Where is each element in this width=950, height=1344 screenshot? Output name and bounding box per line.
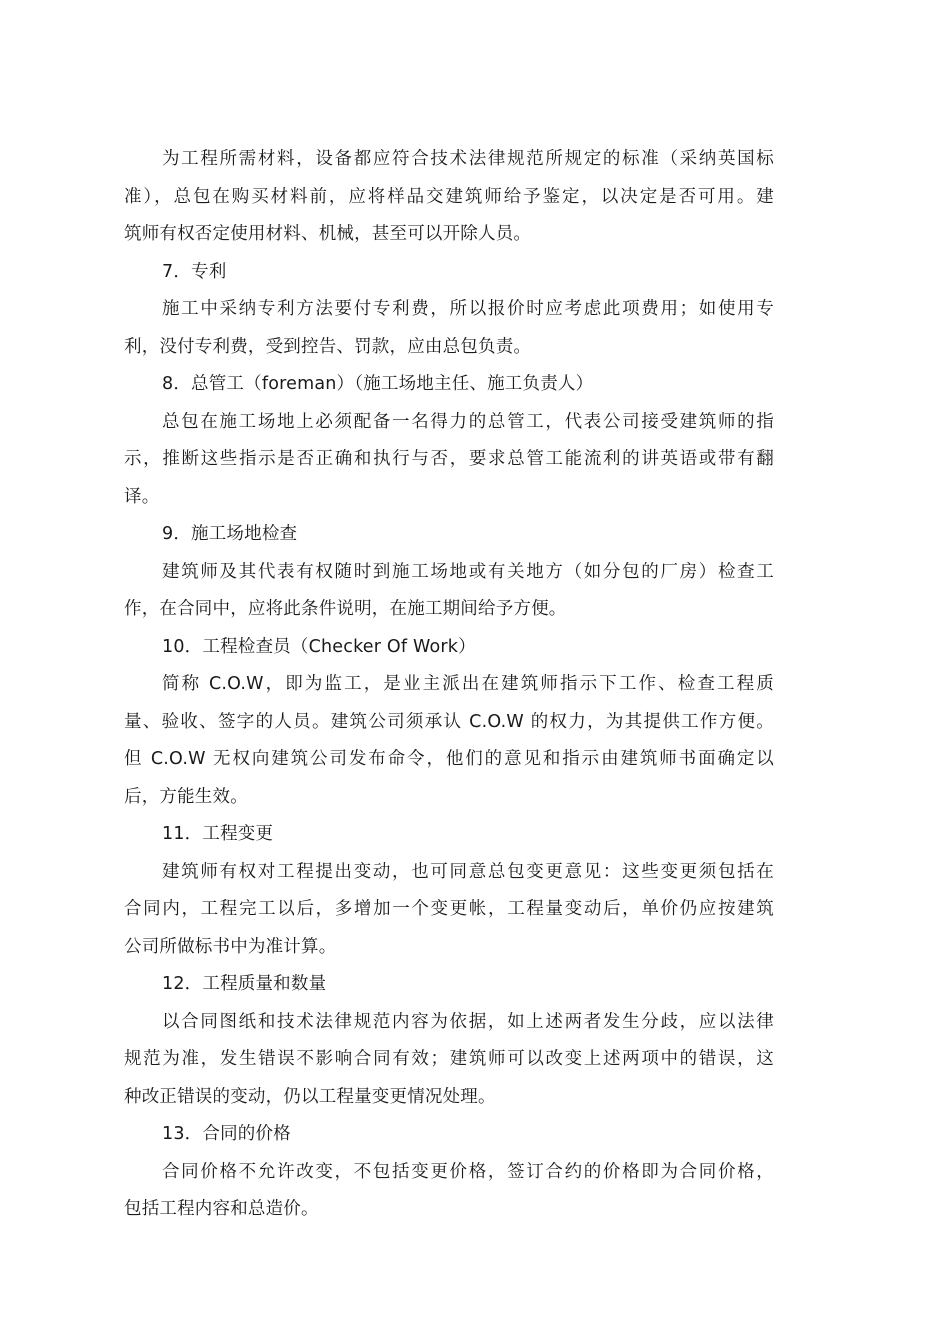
- section-heading: [124, 629, 774, 667]
- paragraph-line: 筑师有权否定使用材料、机械，甚至可以开除人员。: [124, 224, 532, 244]
- paragraph-line: 作，在合同中，应将此条件说明，在施工期间给予方便。: [124, 599, 567, 619]
- paragraph-line: 规范为准，发生错误不影响合同有效；建筑师可以改变上述两项中的错误，这: [124, 1049, 774, 1069]
- paragraph-line: 公司所做标书中为准计算。: [124, 936, 337, 957]
- heading-text: 10．工程检查员（Checker Of Work）: [162, 636, 476, 657]
- paragraph-line: 准），总包在购买材料前，应将样品交建筑师给予鉴定，以决定是否可用。建: [124, 186, 774, 207]
- body-paragraph: [124, 1004, 774, 1117]
- paragraph-line: 种改正错误的变动，仍以工程量变更情况处理。: [124, 1086, 496, 1107]
- body-paragraph: [124, 404, 774, 517]
- section-heading: [124, 1116, 774, 1154]
- section-heading: [124, 816, 774, 854]
- section-heading: [124, 254, 774, 292]
- heading-text: 7．专利: [162, 261, 227, 282]
- paragraph-line: 总包在施工场地上必须配备一名得力的总管工，代表公司接受建筑师的指: [162, 411, 774, 432]
- paragraph-line: 施工中采纳专利方法要付专利费，所以报价时应考虑此项费用；如使用专: [162, 299, 774, 319]
- body-paragraph: [124, 666, 774, 816]
- paragraph-line: 建筑师及其代表有权随时到施工场地或有关地方（如分包的厂房）检查工: [162, 561, 774, 582]
- paragraph-line: 简称 C.O.W，即为监工，是业主派出在建筑师指示下工作、检查工程质: [162, 674, 774, 694]
- heading-text: 13．合同的价格: [162, 1124, 291, 1144]
- paragraph-line: 包括工程内容和总造价。: [124, 1199, 319, 1219]
- heading-text: 8．总管工（foreman）（施工场地主任、施工负责人）: [162, 374, 594, 394]
- paragraph-line: 合同内，工程完工以后，多增加一个变更帐，工程量变动后，单价仍应按建筑: [124, 899, 774, 919]
- document-body: [124, 141, 774, 1229]
- heading-text: 11．工程变更: [162, 824, 274, 844]
- paragraph-line: 但 C.O.W 无权向建筑公司发布命令，他们的意见和指示由建筑师书面确定以: [124, 749, 774, 769]
- body-paragraph: [124, 1154, 774, 1229]
- paragraph-line: 示，推断这些指示是否正确和执行与否，要求总管工能流利的讲英语或带有翻: [124, 449, 774, 469]
- heading-text: 12．工程质量和数量: [162, 974, 327, 994]
- paragraph-line: 为工程所需材料，设备都应符合技术法律规范所规定的标准（采纳英国标: [162, 149, 774, 169]
- paragraph-line: 合同价格不允许改变，不包括变更价格，签订合约的价格即为合同价格，: [162, 1161, 774, 1182]
- paragraph-line: 量、验收、签字的人员。建筑公司须承认 C.O.W 的权力，为其提供工作方便。: [124, 711, 774, 732]
- body-paragraph: [124, 141, 774, 254]
- paragraph-line: 后，方能生效。: [124, 786, 248, 807]
- section-heading: [124, 966, 774, 1004]
- paragraph-line: 以合同图纸和技术法律规范内容为依据，如上述两者发生分歧，应以法律: [162, 1011, 774, 1032]
- paragraph-line: 建筑师有权对工程提出变动，也可同意总包变更意见：这些变更须包括在: [162, 861, 774, 882]
- heading-text: 9．施工场地检查: [162, 524, 298, 544]
- body-paragraph: [124, 554, 774, 629]
- body-paragraph: [124, 291, 774, 366]
- paragraph-line: 译。: [124, 486, 160, 507]
- section-heading: [124, 516, 774, 554]
- body-paragraph: [124, 854, 774, 967]
- paragraph-line: 利，没付专利费，受到控告、罚款，应由总包负责。: [124, 336, 532, 357]
- section-heading: [124, 366, 774, 404]
